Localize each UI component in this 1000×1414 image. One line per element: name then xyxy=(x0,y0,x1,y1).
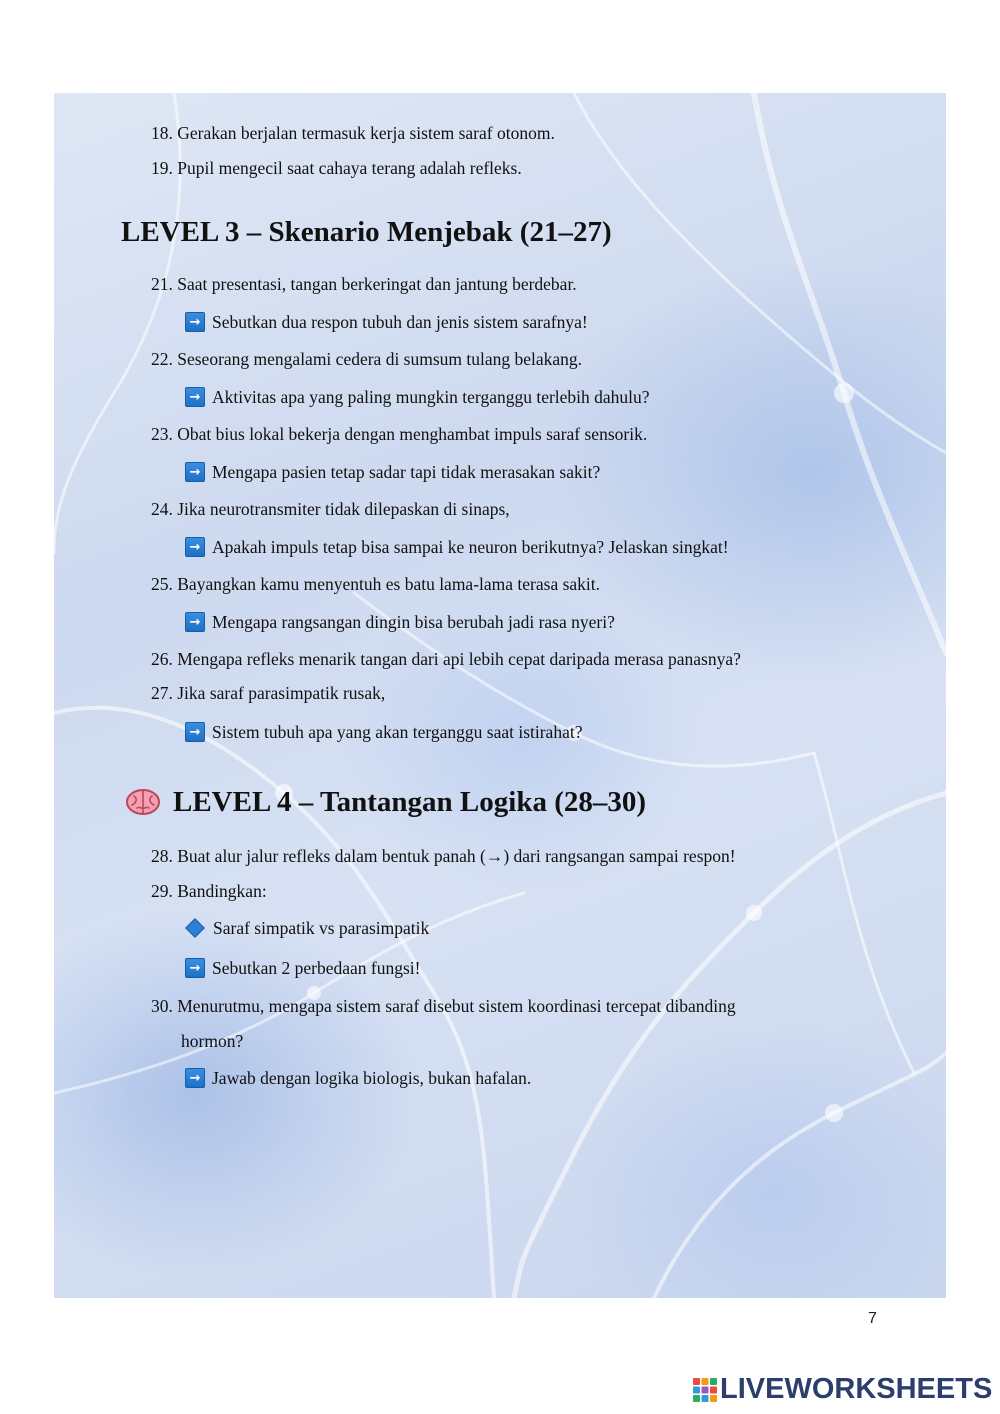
question-28: 28. Buat alur jalur refleks dalam bentuk panah (→) dari rangsangan sampai respon! xyxy=(151,846,736,866)
arrow-right-icon: → xyxy=(185,958,205,978)
arrow-right-icon: → xyxy=(185,387,205,407)
arrow-right-icon: → xyxy=(185,462,205,482)
liveworksheets-icon xyxy=(693,1378,717,1402)
page-number: 7 xyxy=(868,1310,877,1327)
question-18: 18. Gerakan berjalan termasuk kerja sistem saraf otonom. xyxy=(151,123,555,143)
question-30-prompt: → Jawab dengan logika biologis, bukan hafalan. xyxy=(185,1066,531,1090)
question-25: 25. Bayangkan kamu menyentuh es batu lama-lama terasa sakit. xyxy=(151,574,601,594)
arrow-right-icon: → xyxy=(185,537,205,557)
worksheet-panel xyxy=(54,93,946,1298)
question-23: 23. Obat bius lokal bekerja dengan menghambat impuls saraf sensorik. xyxy=(151,424,648,444)
brand-name: LIVEWORKSHEETS xyxy=(720,1373,993,1405)
question-22: 22. Seseorang mengalami cedera di sumsum tulang belakang. xyxy=(151,349,583,369)
question-24-prompt: → Apakah impuls tetap bisa sampai ke neuron berikutnya? Jelaskan singkat! xyxy=(185,535,729,559)
question-30: 30. Menurutmu, mengapa sistem saraf disebut sistem koordinasi tercepat dibanding xyxy=(151,996,736,1016)
question-24: 24. Jika neurotransmiter tidak dilepaskan di sinaps, xyxy=(151,499,510,519)
question-29: 29. Bandingkan: xyxy=(151,881,267,901)
question-21: 21. Saat presentasi, tangan berkeringat dan jantung berdebar. xyxy=(151,274,577,294)
question-21-prompt: → Sebutkan dua respon tubuh dan jenis sistem sarafnya! xyxy=(185,310,588,334)
question-27-prompt: → Sistem tubuh apa yang akan terganggu saat istirahat? xyxy=(185,720,582,744)
level-3-heading: LEVEL 3 – Skenario Menjebak (21–27) xyxy=(121,216,612,248)
arrow-right-icon: → xyxy=(185,312,205,332)
question-26: 26. Mengapa refleks menarik tangan dari api lebih cepat daripada merasa panasnya? xyxy=(151,649,741,669)
arrow-right-icon: → xyxy=(185,1068,205,1088)
brain-icon xyxy=(125,787,161,817)
arrow-right-icon: → xyxy=(185,722,205,742)
blue-diamond-icon xyxy=(185,918,205,938)
liveworksheets-logo[interactable] xyxy=(693,1373,992,1406)
question-30-continuation: hormon? xyxy=(181,1031,244,1051)
question-23-prompt: → Mengapa pasien tetap sadar tapi tidak merasakan sakit? xyxy=(185,460,600,484)
question-29-prompt: → Sebutkan 2 perbedaan fungsi! xyxy=(185,956,420,980)
level-4-heading: LEVEL 4 – Tantangan Logika (28–30) xyxy=(125,785,646,819)
question-27: 27. Jika saraf parasimpatik rusak, xyxy=(151,683,386,703)
arrow-right-icon: → xyxy=(185,612,205,632)
question-29-compare: Saraf simpatik vs parasimpatik xyxy=(185,916,429,940)
question-22-prompt: → Aktivitas apa yang paling mungkin terganggu terlebih dahulu? xyxy=(185,385,650,409)
question-25-prompt: → Mengapa rangsangan dingin bisa berubah jadi rasa nyeri? xyxy=(185,610,615,634)
question-19: 19. Pupil mengecil saat cahaya terang adalah refleks. xyxy=(151,158,522,178)
